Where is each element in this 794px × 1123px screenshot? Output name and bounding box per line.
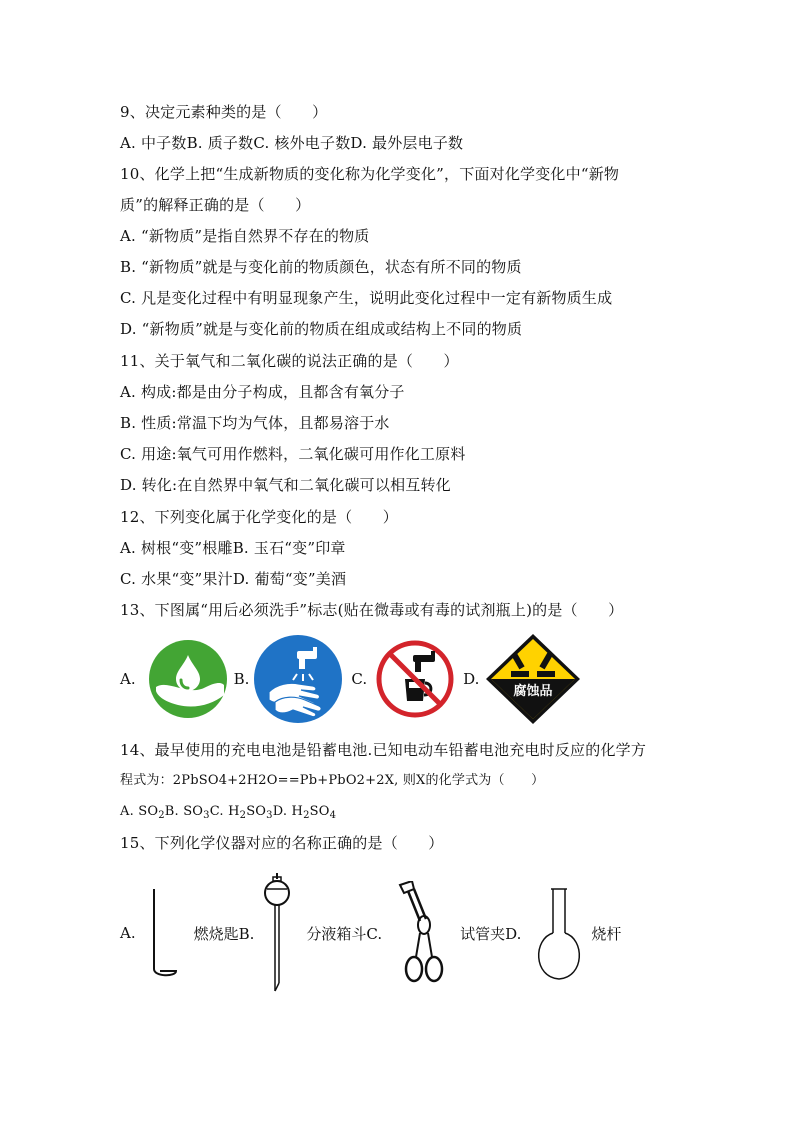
- combustion-spoon-icon: [146, 885, 182, 981]
- option-b-label: B.: [233, 670, 250, 688]
- option-b-subscript: 3: [203, 810, 210, 821]
- option-a-label: A.: [120, 924, 136, 942]
- question-11-option-c: C. 用途:氧气可用作燃料，二氧化碳可用作化工原料: [120, 445, 466, 463]
- round-bottom-flask-icon: [531, 883, 587, 983]
- option-b-name: 分液箱斗C.: [306, 924, 383, 943]
- question-12-options-ab: A. 树根“变”根雕B. 玉石“变”印章: [120, 539, 346, 557]
- option-d-text-mid: SO: [309, 804, 330, 819]
- question-11-stem: 11、关于氧气和二氧化碳的说法正确的是（ ）: [120, 352, 459, 370]
- question-10-stem-line1: 10、化学上把“生成新物质的变化称为化学变化”，下面对化学变化中“新物: [120, 165, 620, 183]
- option-c-text: C. H: [209, 804, 240, 819]
- option-a-name: 燃烧匙B.: [193, 924, 255, 943]
- question-9-stem: 9、决定元素种类的是（ ）: [120, 103, 328, 121]
- question-10-option-b: B. “新物质”就是与变化前的物质颜色，状态有所不同的物质: [120, 258, 522, 276]
- option-c-text-mid: SO: [246, 804, 267, 819]
- no-drinking-water-sign-icon: [375, 639, 455, 719]
- corrosive-sign-text: 腐蚀品: [513, 684, 553, 699]
- option-d-subscript-1: 2: [303, 810, 310, 821]
- question-11-option-a: A. 构成:都是由分子构成，且都含有氧分子: [120, 383, 405, 401]
- question-9-options: A. 中子数B. 质子数C. 核外电子数D. 最外层电子数: [120, 134, 464, 152]
- wash-hands-sign-icon: [253, 634, 343, 724]
- question-15-instrument-options: [120, 872, 621, 994]
- water-drop-sign-icon: [148, 639, 228, 719]
- question-11-option-b: B. 性质:常温下均为气体，且都易溶于水: [120, 414, 390, 432]
- separatory-funnel-icon: [262, 873, 292, 993]
- option-a-label: A.: [120, 670, 136, 688]
- question-15-stem: 15、下列化学仪器对应的名称正确的是（ ）: [120, 834, 444, 852]
- question-14-stem-line2: 程式为：2PbSO4+2H2O==Pb+PbO2+2X, 则X的化学式为（ ）: [120, 773, 545, 788]
- option-b-text: B. SO: [164, 804, 204, 819]
- option-d-subscript-2: 4: [329, 810, 337, 821]
- option-a-text: A. SO: [120, 804, 159, 819]
- question-10-option-d: D. “新物质”就是与变化前的物质在组成或结构上不同的物质: [120, 320, 523, 338]
- question-10-option-a: A. “新物质”是指自然界不存在的物质: [120, 227, 370, 245]
- question-13-sign-options: [120, 633, 581, 725]
- corrosive-sign-icon: [485, 633, 581, 725]
- question-10-option-c: C. 凡是变化过程中有明显现象产生，说明此变化过程中一定有新物质生成: [120, 289, 613, 307]
- test-tube-clamp-icon: [394, 881, 450, 985]
- question-14-options: [120, 802, 336, 826]
- question-12-stem: 12、下列变化属于化学变化的是（ ）: [120, 508, 398, 526]
- question-14-stem-line1: 14、最早使用的充电电池是铅蓄电池.已知电动车铅蓄电池充电时反应的化学方: [120, 741, 647, 759]
- option-c-subscript-1: 2: [239, 810, 247, 821]
- option-d-text: D. H: [272, 804, 304, 819]
- option-d-name: 烧杆: [591, 924, 622, 943]
- option-a-subscript: 2: [158, 810, 165, 821]
- question-13-stem: 13、下图属“用后必须洗手”标志(贴在微毒或有毒的试剂瓶上)的是（ ）: [120, 601, 624, 619]
- option-d-label: D.: [463, 670, 480, 688]
- question-11-option-d: D. 转化:在自然界中氧气和二氧化碳可以相互转化: [120, 476, 451, 494]
- option-c-subscript-2: 3: [266, 810, 273, 821]
- question-12-options-cd: C. 水果“变”果汁D. 葡萄“变”美酒: [120, 570, 347, 588]
- option-c-name: 试管夹D.: [460, 924, 522, 943]
- option-c-label: C.: [351, 670, 368, 688]
- question-10-stem-line2: 质”的解释正确的是（ ）: [120, 196, 311, 214]
